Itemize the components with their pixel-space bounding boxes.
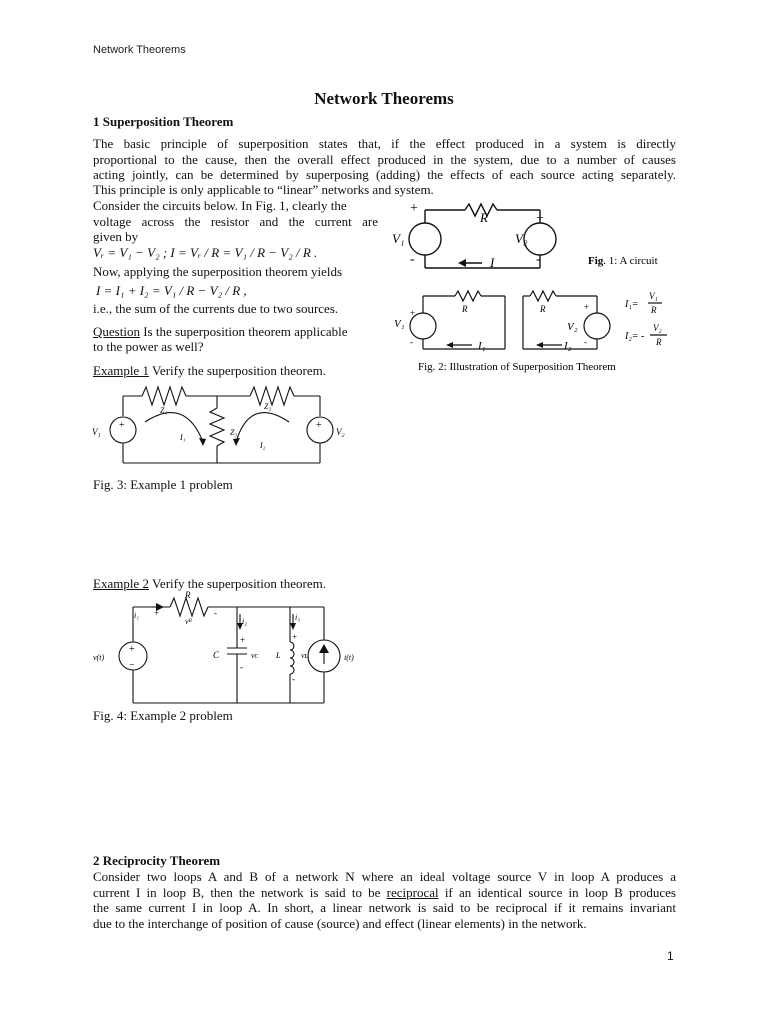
fig4-plus-l: +	[292, 632, 298, 642]
fig4-label-vr: vᴿ	[185, 617, 193, 626]
reciprocity-line-2-pre: current I in loop B, then the network is said to be	[93, 885, 387, 900]
page-number: 1	[667, 949, 674, 963]
fig2-label-v1: V₁	[394, 318, 405, 330]
example1-line	[93, 363, 326, 379]
reciprocity-line-3: the same current I in loop A. In short, a linear network is said to be reciprocal if it remains invariant	[93, 900, 676, 915]
fig4-minus-l: -	[292, 674, 295, 684]
fig4-plus-source: +	[129, 644, 135, 655]
fig1-label-r: R	[480, 210, 488, 225]
reciprocity-line-1: Consider two loops A and B of a network N where an ideal voltage source V in loop A produces a	[93, 869, 676, 884]
fig2-eq1-den: R	[651, 305, 657, 315]
fig4-label-vc: vᴄ	[251, 651, 259, 660]
applying-line: Now, applying the superposition theorem yields	[93, 264, 343, 279]
fig2-label-r-left: R	[462, 304, 468, 314]
fig2-eq2-lhs: I₂= -	[625, 331, 645, 342]
example2-text: Verify the superposition theorem.	[148, 576, 326, 591]
fig4-minus-source: −	[129, 660, 135, 671]
fig3-label-z1: Z₁	[160, 406, 168, 415]
fig3-circuit	[90, 378, 360, 476]
fig3-label-v1: V₁	[92, 427, 101, 437]
consider-line-3: given by	[93, 229, 139, 244]
question-line-2: to the power as well?	[93, 339, 204, 354]
fig4-label-vl: vʟ	[301, 651, 308, 660]
fig1-label-v1: V₁	[392, 231, 405, 246]
fig4-label-vt: v(t)	[93, 653, 105, 662]
question-label: Question	[93, 324, 140, 339]
consider-line-2: voltage across the resistor and the current are	[93, 214, 378, 229]
fig1-plus-left: +	[410, 201, 418, 216]
fig4-circuit	[90, 590, 360, 710]
fig1-caption-fig: Fig	[588, 255, 604, 267]
fig2-circuit	[390, 283, 690, 378]
fig2-caption: Fig. 2: Illustration of Superposition Theorem	[418, 361, 616, 373]
fig4-plus-c: +	[240, 635, 246, 645]
fig4-caption: Fig. 4: Example 2 problem	[93, 708, 233, 723]
fig2-label-r-right: R	[540, 304, 546, 314]
fig2-minus-left: -	[410, 337, 413, 347]
fig4-label-r: R	[185, 590, 191, 600]
svg-text:Fig. 1: A circuit	[588, 255, 658, 267]
fig2-eq1-num: V₁	[649, 291, 658, 301]
fig3-label-v2: V₂	[336, 427, 345, 437]
fig2-label-i1: I₁	[478, 340, 486, 352]
fig3-plus-left: +	[119, 420, 125, 431]
fig4-label-l: L	[276, 651, 281, 660]
fig1-plus-right: +	[536, 211, 544, 226]
fig4-label-it: i(t)	[344, 653, 354, 662]
sum-line: i.e., the sum of the currents due to two sources.	[93, 301, 339, 316]
intro-line-3: acting jointly, can be determined by superposing (adding) the effects of each source acting separately.	[93, 167, 676, 182]
question-line	[93, 324, 348, 340]
question-text: Is the superposition theorem applicable	[139, 324, 348, 339]
fig2-eq2-den: R	[656, 337, 662, 347]
example1-label: Example 1	[93, 363, 149, 378]
intro-line-4: This principle is only applicable to “linear” networks and system.	[93, 182, 434, 197]
fig2-plus-right: +	[584, 302, 590, 312]
fig1-label-v2: V₂	[515, 231, 528, 246]
section-heading-superposition: 1 Superposition Theorem	[93, 114, 234, 129]
fig4-minus-c: -	[240, 662, 243, 672]
running-header: Network Theorems	[93, 44, 186, 56]
equation-i: I = I₁ + I₂ = V₁ / R − V₂ / R ,	[96, 283, 247, 298]
fig4-label-c: C	[213, 650, 220, 660]
fig4-label-i1: i₁	[134, 611, 140, 620]
fig2-label-i2: I₂	[564, 340, 572, 352]
reciprocal-term: reciprocal	[386, 885, 439, 900]
page-title: Network Theorems	[314, 89, 454, 108]
fig2-eq2-num: V₂	[653, 323, 662, 333]
example2-label: Example 2	[93, 576, 149, 591]
intro-line-2: proportional to the cause, then the overall effect produced in the system, due to a number of causes	[93, 152, 676, 167]
fig2-plus-left: +	[410, 308, 416, 318]
fig3-label-i2: I₂	[260, 441, 266, 450]
fig1-label-i: I	[490, 255, 495, 270]
fig1-circuit	[380, 195, 680, 275]
fig2-label-v2: V₂	[567, 321, 578, 333]
section-heading-reciprocity: 2 Reciprocity Theorem	[93, 853, 221, 868]
intro-line-1: The basic principle of superposition states that, if the effect produced in a system is directly	[93, 136, 676, 151]
example1-text: Verify the superposition theorem.	[148, 363, 326, 378]
fig4-minus-r: -	[214, 608, 217, 618]
fig2-eq1-lhs: I₁=	[625, 299, 639, 310]
fig1-minus-left: -	[410, 252, 415, 267]
fig3-caption: Fig. 3: Example 1 problem	[93, 477, 233, 492]
fig3-label-z2: Z₂	[264, 402, 272, 411]
fig2-minus-right: -	[584, 337, 587, 347]
fig4-label-i3: i₃	[295, 613, 301, 622]
reciprocity-line-2	[93, 885, 676, 901]
consider-line-1: Consider the circuits below. In Fig. 1, clearly the	[93, 198, 347, 213]
fig4-label-i2: i₂	[242, 617, 248, 626]
fig4-plus-r: +	[154, 608, 160, 618]
fig1-minus-right: -	[536, 252, 541, 267]
fig1-caption-rest: . 1: A circuit	[603, 255, 658, 267]
equation-vr: Vᵣ = V₁ − V₂ ; I = Vᵣ / R = V₁ / R − V₂ / R .	[93, 245, 318, 260]
fig3-label-z3: Z₃	[230, 428, 238, 437]
reciprocity-line-4: due to the interchange of position of cause (source) and effect (linear elements) in the network.	[93, 916, 587, 931]
fig3-plus-right: +	[316, 420, 322, 431]
reciprocity-line-2-post: if an identical source in loop B produces	[438, 885, 676, 900]
fig3-label-i1: I₁	[180, 433, 186, 442]
